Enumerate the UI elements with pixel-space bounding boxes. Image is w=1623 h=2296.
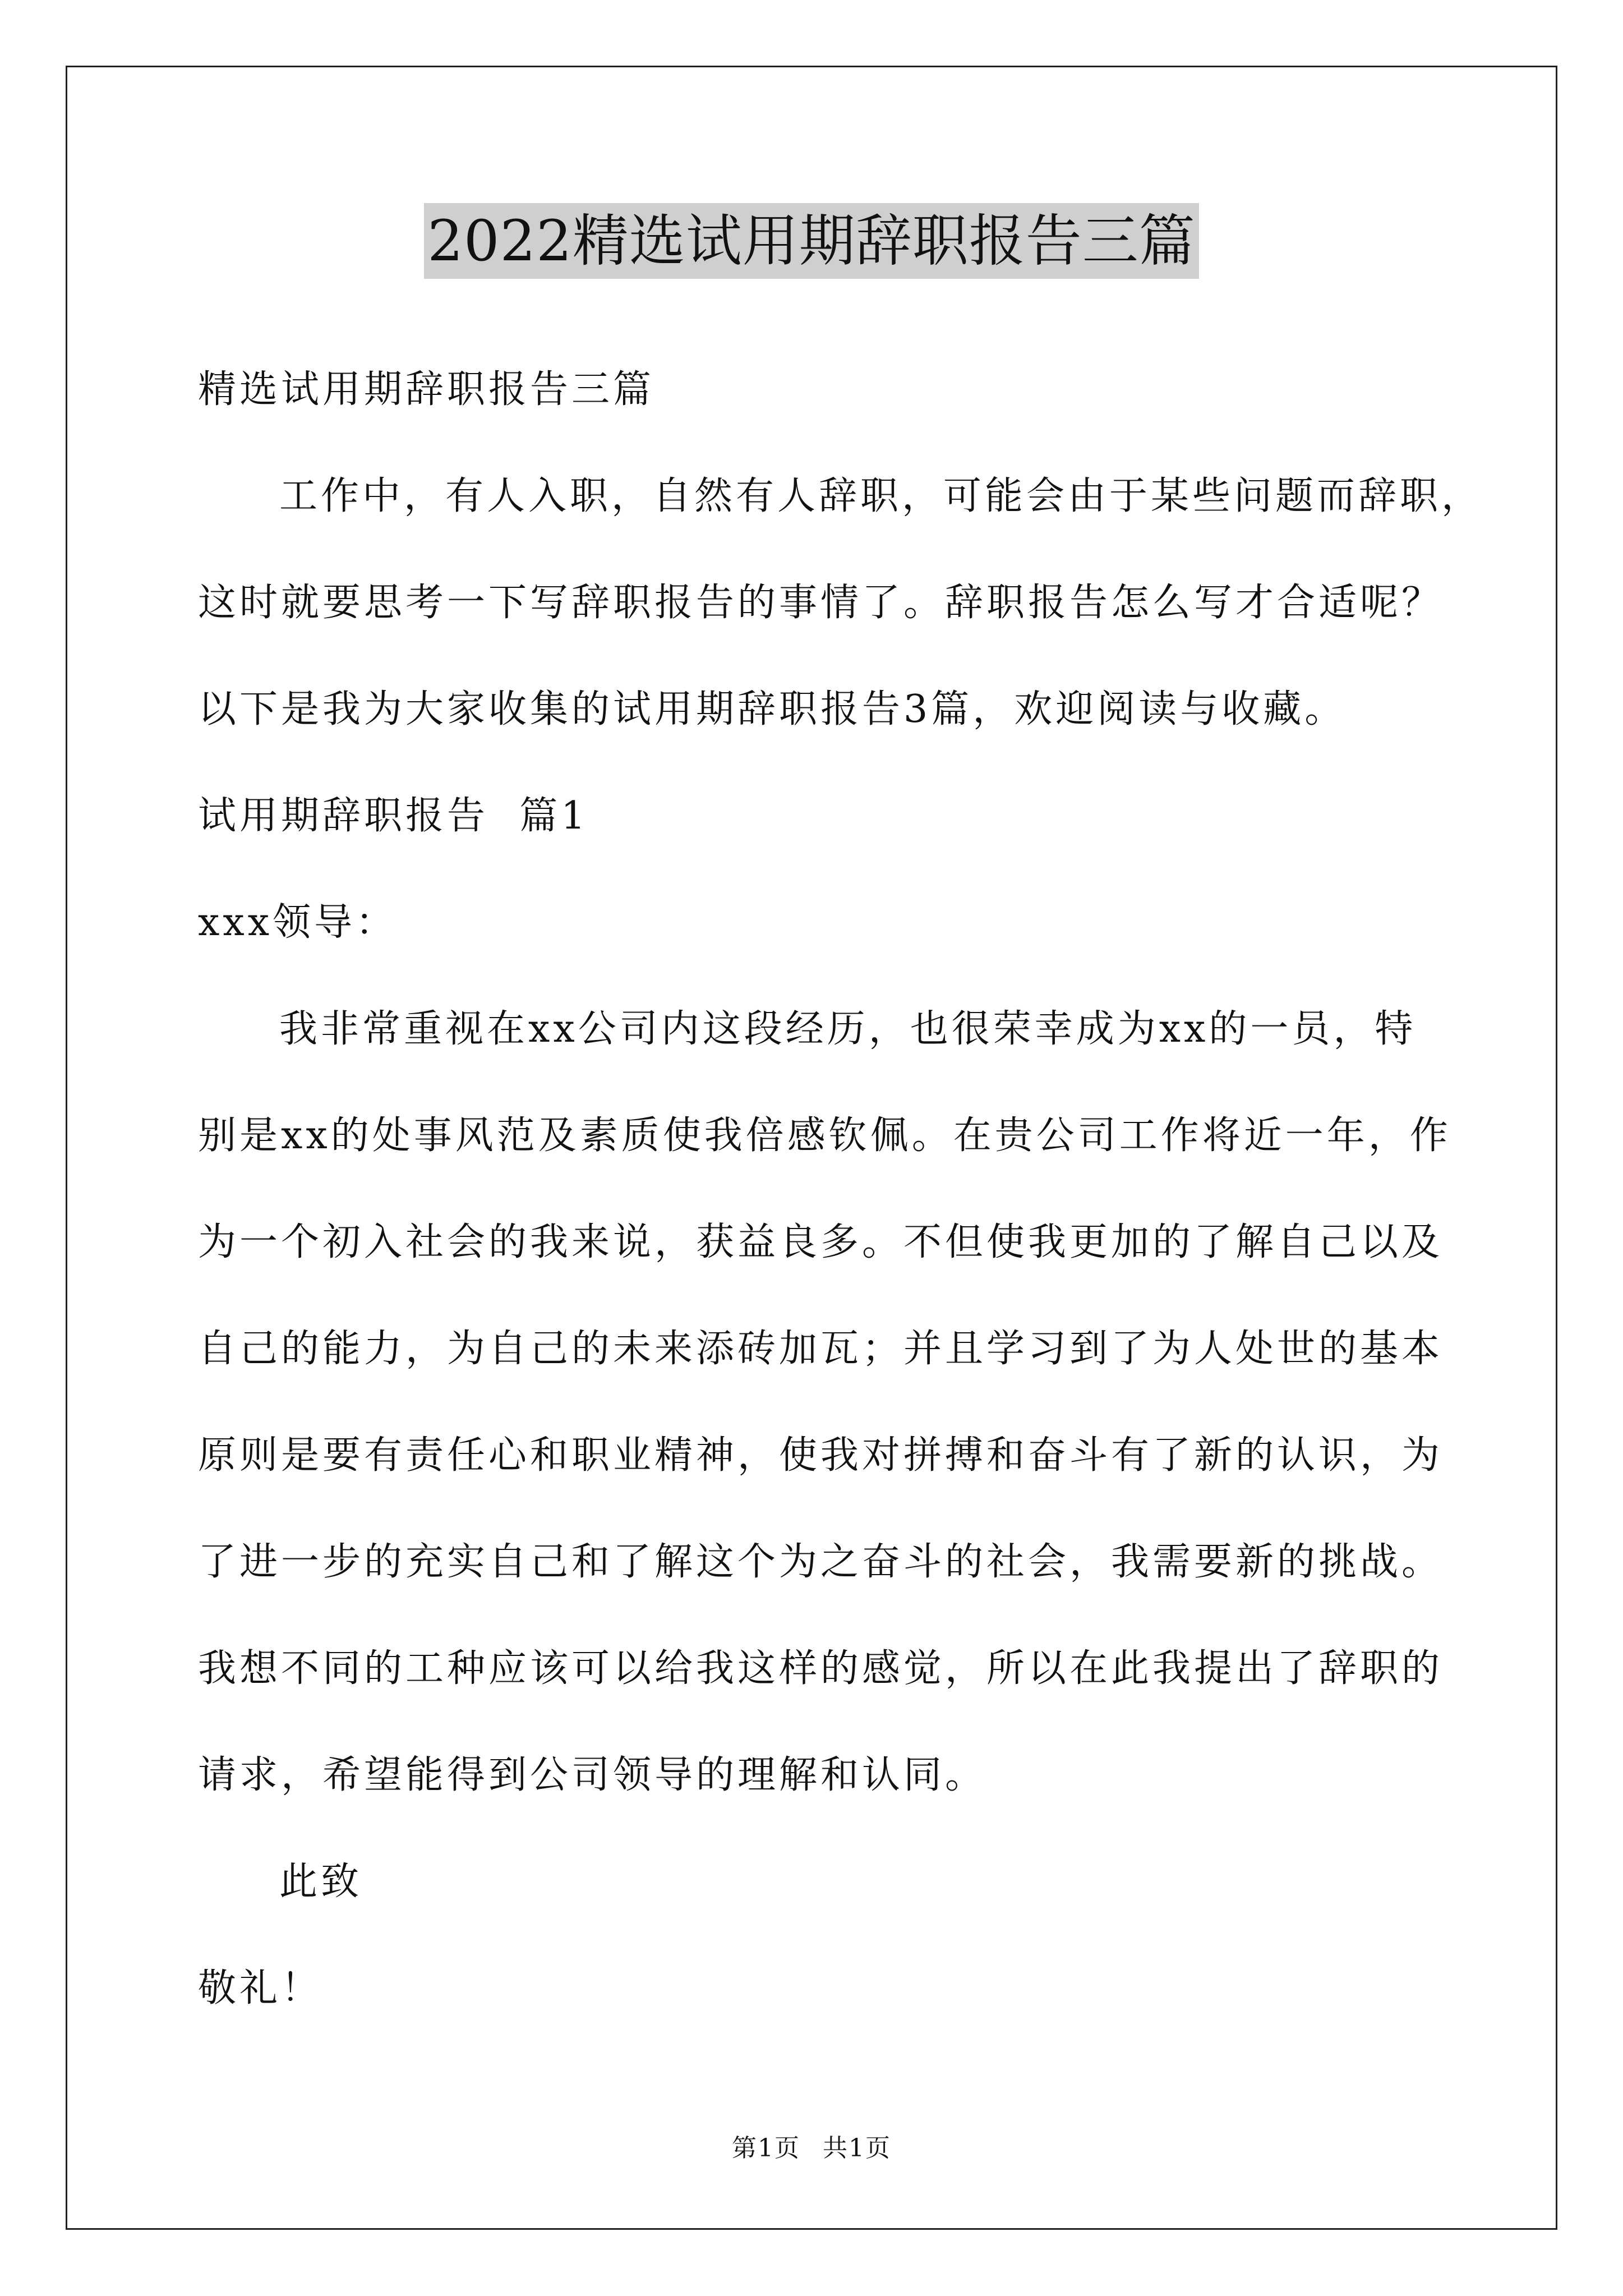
title-container [0, 203, 1623, 279]
page-footer [0, 2132, 1623, 2165]
body-line-2: 别是xx的处事风范及素质使我倍感钦佩。在贵公司工作将近一年，作 [198, 1114, 1451, 1158]
body-line-6: 了进一步的充实自己和了解这个为之奋斗的社会，我需要新的挑战。 [198, 1540, 1444, 1584]
body-line-5: 原则是要有责任心和职业精神，使我对拼搏和奋斗有了新的认识，为 [198, 1433, 1444, 1478]
intro-line-3: 以下是我为大家收集的试用期辞职报告3篇，欢迎阅读与收藏。 [198, 687, 1347, 731]
body-line-1: 我非常重视在xx公司内这段经历，也很荣幸成为xx的一员，特 [279, 1007, 1417, 1051]
body-line-7: 我想不同的工种应该可以给我这样的感觉，所以在此我提出了辞职的 [198, 1646, 1444, 1691]
intro-line-1: 工作中，有人入职，自然有人辞职，可能会由于某些问题而辞职， [279, 474, 1483, 518]
document-title: 2022精选试用期辞职报告三篇 [424, 203, 1199, 279]
salutation: xxx领导： [198, 900, 398, 945]
intro-line-2: 这时就要思考一下写辞职报告的事情了。辞职报告怎么写才合适呢？ [198, 581, 1444, 625]
regards-line: 敬礼！ [198, 1966, 323, 2010]
body-line-8: 请求，希望能得到公司领导的理解和认同。 [198, 1753, 987, 1797]
body-line-3: 为一个初入社会的我来说，获益良多。不但使我更加的了解自己以及 [198, 1220, 1444, 1264]
page-total: 共1页 [823, 2134, 891, 2162]
subtitle-line: 精选试用期辞职报告三篇 [198, 367, 655, 412]
document-body [198, 337, 1488, 2042]
section-heading: 试用期辞职报告 篇1 [198, 794, 589, 838]
closing-line: 此致 [279, 1860, 363, 1904]
body-line-4: 自己的能力，为自己的未来添砖加瓦；并且学习到了为人处世的基本 [198, 1327, 1444, 1371]
page-number: 第1页 [732, 2134, 800, 2162]
